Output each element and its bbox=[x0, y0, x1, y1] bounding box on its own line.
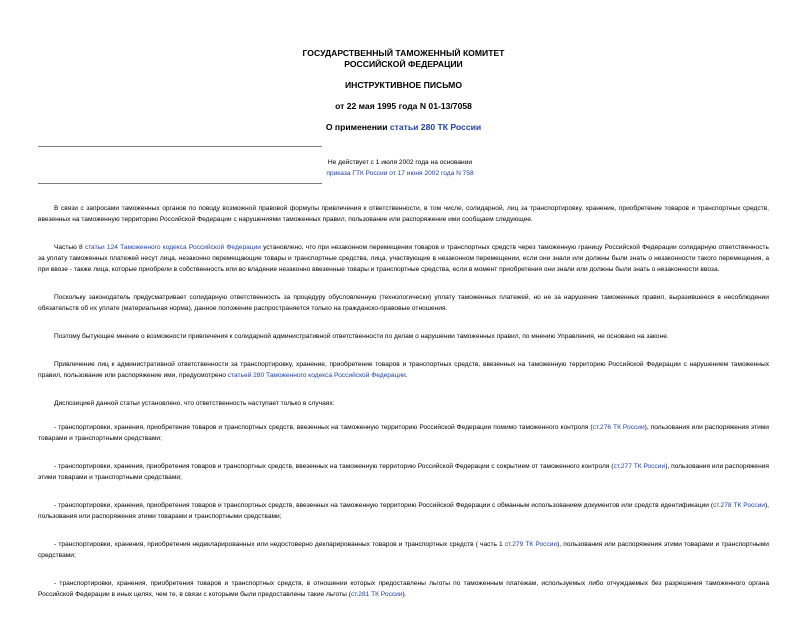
paragraph-2 bbox=[38, 242, 769, 275]
paragraph-5-text-a: Привлечение лиц к административной ответственности за транспортировку, хранение, приобретение товаров и транспортных средств, ввезенных на таможенную территорию Российской Федерации с нарушением таможенных правил, пользование или распоряжение ими, предусмотрено bbox=[38, 361, 769, 379]
article-277-link[interactable]: ст.277 ТК России bbox=[613, 463, 666, 470]
article-279-link[interactable]: ст.279 ТК России bbox=[504, 541, 558, 548]
document-date-number: от 22 мая 1995 года N 01-13/7058 bbox=[335, 101, 472, 111]
list-item-281-text-a: - транспортировки, хранения, приобретения товаров и транспортных средств, в отношении которых предоставлены льготы по таможенным платежам, используемых либо отчуждаемых без разрешения таможенного органа Российской Федерации в иных целях, чем те, в связи с которыми были предоставлены такие льготы ( bbox=[38, 580, 769, 598]
issuer-line-1: ГОСУДАРСТВЕННЫЙ ТАМОЖЕННЫЙ КОМИТЕТ bbox=[302, 48, 505, 58]
status-note bbox=[300, 157, 500, 179]
article-281-link[interactable]: ст.281 ТК России bbox=[350, 591, 403, 598]
subject-article-link[interactable]: статьи 280 ТК России bbox=[389, 122, 482, 132]
paragraph-4: Поэтому бытующее мнение о возможности привлечения к солидарной административной ответственности по делам о нарушении таможенных правил, по мнению Управления, не основано на законе. bbox=[54, 333, 669, 340]
paragraph-2-text-b: установлено, что при незаконном перемещении товаров и транспортных средств через таможенную границу Российской Федерации солидарную ответственность за уплату таможенных платежей несут лица, незаконно перемещающие товары и транспортные средства, лица, участвующие в незаконном перемещении, если они знали или должны были знать о незаконности такого перемещения, а при ввозе - также лица, которые приобрели в собственность или во владение незаконно ввезенные товары и транспортные средства, если в момент приобретения они знали или должны были знать о незаконности ввоза. bbox=[38, 244, 769, 273]
list-item-277 bbox=[38, 461, 769, 483]
paragraph-1: В связи с запросами таможенных органов по поводу возможной правовой формулы привлечения к ответственности, в том числе, солидарной, лиц за транспортировку, хранение, приобретение товаров и транспортных средств, ввезенных на таможенную территорию Российской Федерации с нарушениями таможенных правил, пользование или распоряжение ими сообщаем следующее. bbox=[38, 205, 769, 223]
paragraph-2-text-a: Частью 8 bbox=[54, 244, 85, 251]
document-type: ИНСТРУКТИВНОЕ ПИСЬМО bbox=[344, 80, 463, 90]
list-item-279-text-b: ), пользования или распоряжения этими товарами и транспортными средствами; bbox=[38, 541, 769, 559]
list-item-281-text-b: ). bbox=[402, 591, 407, 598]
list-item-279 bbox=[38, 539, 769, 561]
article-276-link[interactable]: ст.276 ТК России bbox=[592, 424, 645, 431]
status-text: Не действует с 1 июля 2002 года на основании bbox=[327, 159, 473, 166]
paragraph-5-text-b: . bbox=[405, 372, 408, 379]
list-item-276-text-a: - транспортировки, хранения, приобретения товаров и транспортных средств, ввезенных на таможенную территорию Российской Федерации помимо таможенного контроля ( bbox=[54, 424, 593, 431]
issuer-line-2: РОССИЙСКОЙ ФЕДЕРАЦИИ bbox=[344, 59, 463, 69]
issuer-heading bbox=[0, 48, 807, 70]
list-item-279-text-a: - транспортировки, хранения, приобретения недекларированных или недостоверно декларированных товаров и транспортных средств ( часть 1 bbox=[54, 541, 505, 548]
list-item-278 bbox=[38, 500, 769, 522]
list-item-276 bbox=[38, 422, 769, 444]
list-item-278-text-a: - транспортировки, хранения, приобретения товаров и транспортных средств, ввезенных на таможенную территорию Российской Федерации с обманным использованием документов или средств идентификации ( bbox=[54, 502, 714, 509]
document-body bbox=[38, 203, 769, 617]
article-124-link[interactable]: статьи 124 Таможенного кодекса Российской Федерации bbox=[84, 244, 261, 251]
bottom-divider bbox=[38, 183, 322, 184]
list-item-281 bbox=[38, 578, 769, 600]
status-order-link[interactable]: приказа ГТК России от 17 июня 2002 года N 758 bbox=[326, 170, 474, 177]
list-item-277-text-a: - транспортировки, хранения, приобретения товаров и транспортных средств, ввезенных на таможенную территорию Российской Федерации с сокрытием от таможенного контроля ( bbox=[54, 463, 614, 470]
document-subject bbox=[0, 122, 807, 133]
article-278-link[interactable]: ст.278 ТК России bbox=[713, 502, 765, 509]
subject-prefix: О применении bbox=[325, 122, 390, 132]
list-item-276-text-b: ), пользования или распоряжения этими товарами и транспортными средствами; bbox=[38, 424, 769, 442]
list-item-278-text-b: ), пользования или распоряжения этими товарами и транспортными средствами; bbox=[38, 502, 769, 520]
list-item-277-text-b: ), пользования или распоряжения этими товарами и транспортными средствами; bbox=[38, 463, 769, 481]
article-280-link[interactable]: статьей 280 Таможенного кодекса Российской Федерации bbox=[227, 372, 406, 379]
paragraph-3: Поскольку законодатель предусматривает солидарную ответственность за процедуру обусловленную (технологически) уплату таможенных платежей, но не за нарушение таможенных правил, выразившееся в несоблюдении обязательств об их уплате (материальная норма), данное положение распространяется только на гражданско-правовые отношения. bbox=[38, 294, 769, 312]
top-divider bbox=[38, 146, 322, 147]
paragraph-6: Диспозицией данной статьи установлено, что ответственность наступает только в случаях: bbox=[54, 400, 335, 407]
paragraph-5 bbox=[38, 359, 769, 381]
